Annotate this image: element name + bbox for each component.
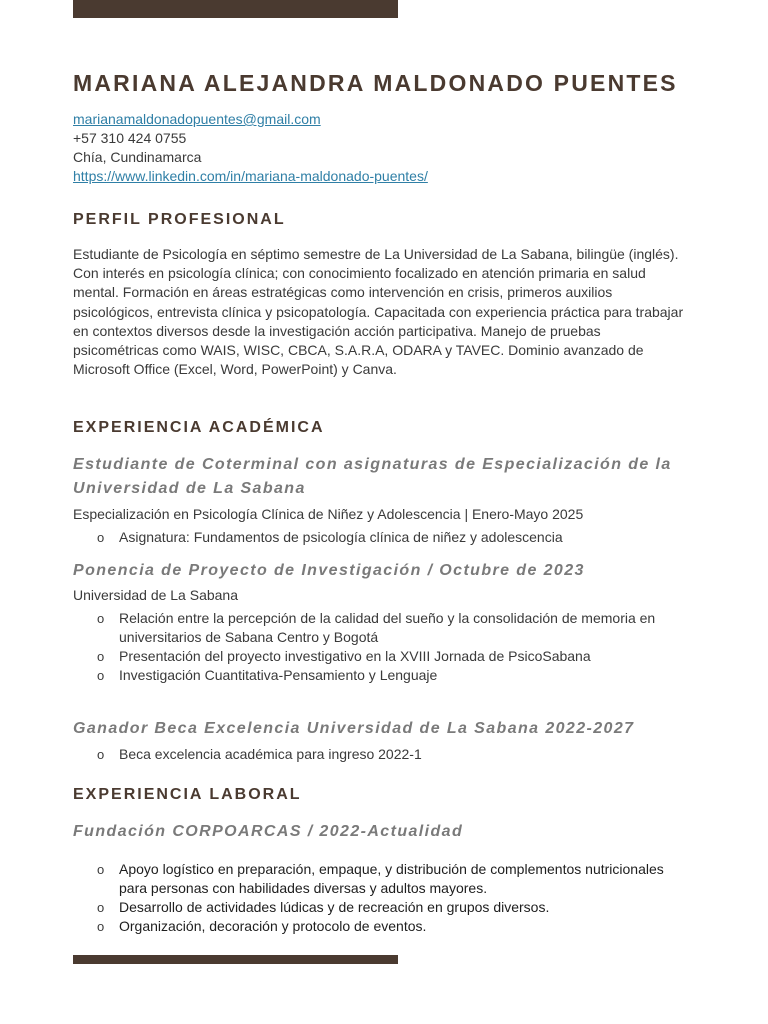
bullet-icon: o [97, 611, 105, 626]
candidate-name: MARIANA ALEJANDRA MALDONADO PUENTES [73, 70, 678, 96]
bullet-icon: o [97, 668, 105, 683]
bullet-icon: o [97, 862, 105, 877]
bullet-icon: o [97, 747, 105, 762]
bullet-icon: o [97, 900, 105, 915]
section-title-perfil: PERFIL PROFESIONAL [73, 211, 286, 228]
entry-title-coterminal: Estudiante de Coterminal con asignaturas de Especialización de la Universidad de La Sabana [73, 456, 672, 497]
list-item: o Asignatura: Fundamentos de psicología clínica de niñez y adolescencia [97, 529, 563, 545]
section-title-academica: EXPERIENCIA ACADÉMICA [73, 419, 325, 436]
top-accent-bar [73, 0, 398, 18]
section-title-laboral: EXPERIENCIA LABORAL [73, 786, 302, 803]
entry-subtitle-coterminal: Especialización en Psicología Clínica de Niñez y Adolescencia | Enero-Mayo 2025 [73, 506, 584, 522]
list-item: o Presentación del proyecto investigativo en la XVIII Jornada de PsicoSabana [97, 648, 591, 664]
bullet-list-corpoarcas [73, 860, 693, 936]
bullet-icon: o [97, 919, 105, 934]
bullet-list-coterminal [73, 528, 693, 547]
bullet-icon: o [97, 530, 105, 545]
bullet-list-ponencia [73, 609, 693, 685]
email-link[interactable]: marianamaldonadopuentes@gmail.com [73, 111, 321, 127]
list-item: o Apoyo logístico en preparación, empaque, y distribución de complementos nutricionales para personas con habilidades diversas y adultos mayores. [97, 861, 664, 896]
entry-title-corpoarcas: Fundación CORPOARCAS / 2022-Actualidad [73, 823, 464, 840]
contact-block [73, 110, 428, 186]
entry-title-beca: Ganador Beca Excelencia Universidad de La Sabana 2022-2027 [73, 720, 635, 737]
perfil-text: Estudiante de Psicología en séptimo semestre de La Universidad de La Sabana, bilingüe (inglés). Con interés en psicología clínica; con conocimiento focalizado en atención primaria en salud mental. Formación en áreas estratégicas como intervención en crisis, primeros auxilios psicológicos, entrevista clínica y psicopatología. Capacitada con experiencia práctica para trabajar en contextos diversos desde la investigación acción participativa. Manejo de pruebas psicométricas como WAIS, WISC, CBCA, S.A.R.A, ODARA y TAVEC. Dominio avanzado de Microsoft Office (Excel, Word, PowerPoint) y Canva. [73, 246, 684, 378]
list-item: o Beca excelencia académica para ingreso 2022-1 [97, 746, 422, 762]
list-item: o Organización, decoración y protocolo de eventos. [97, 918, 427, 934]
entry-subtitle-ponencia: Universidad de La Sabana [73, 587, 239, 603]
list-item: o Investigación Cuantitativa-Pensamiento y Lenguaje [97, 667, 438, 683]
entry-title-ponencia: Ponencia de Proyecto de Investigación / Octubre de 2023 [73, 562, 585, 579]
phone-number: +57 310 424 0755 [73, 130, 187, 146]
location: Chía, Cundinamarca [73, 149, 202, 165]
list-item: o Desarrollo de actividades lúdicas y de recreación en grupos diversos. [97, 899, 550, 915]
bullet-list-beca [73, 745, 693, 764]
bottom-accent-bar [73, 955, 398, 964]
bullet-icon: o [97, 649, 105, 664]
linkedin-link[interactable]: https://www.linkedin.com/in/mariana-maldonado-puentes/ [73, 168, 428, 184]
list-item: o Relación entre la percepción de la calidad del sueño y la consolidación de memoria en universitarios de Sabana Centro y Bogotá [97, 610, 656, 645]
